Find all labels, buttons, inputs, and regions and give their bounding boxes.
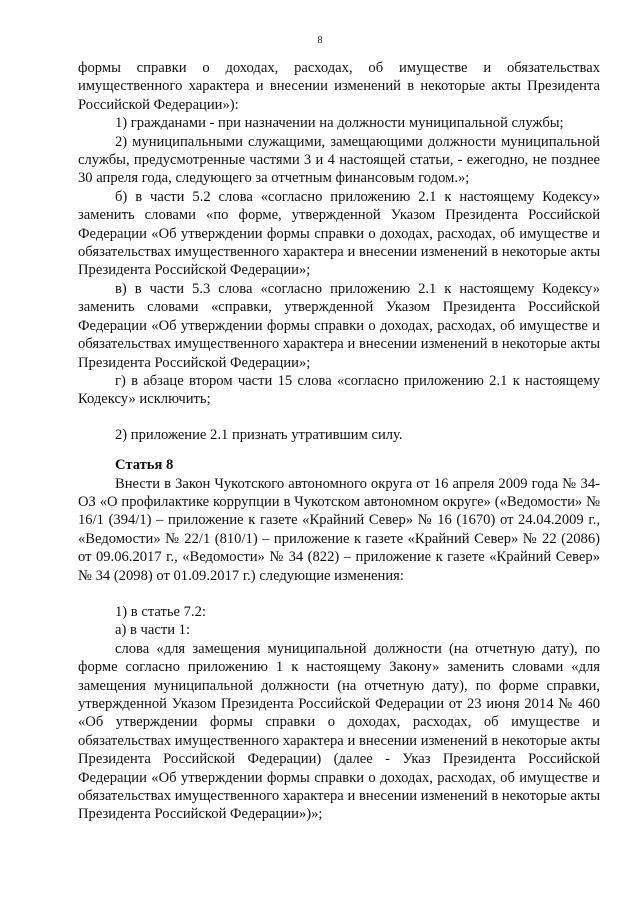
paragraph: 2) муниципальными служащими, замещающими должности муниципальной службы, предусмотренные частями 3 и 4 настоящей статьи, - ежегодно, не позднее 30 апреля года, следующего за отчетным финансовым годом.»;	[78, 133, 600, 187]
paragraph: а) в части 1:	[115, 622, 191, 639]
paragraph: 2) приложение 2.1 признать утратившим силу.	[115, 426, 403, 443]
document-body	[78, 59, 600, 824]
article-heading: Статья 8	[115, 457, 174, 474]
paragraph: Внести в Закон Чукотского автономного округа от 16 апреля 2009 года № 34-ОЗ «О профилактике коррупции в Чукотском автономном округе» («Ведомости» № 16/1 (394/1) – приложение к газете «Крайний Север» № 16 (1670) от 24.04.2009 г., «Ведомости» № 22/1 (810/1) – приложение к газете «Крайний Север» № 22 (2086) от 09.06.2017 г., «Ведомости» № 34 (822) – приложение к газете «Крайний Север» № 34 (2098) от 01.09.2017 г.) следующие изменения:	[78, 475, 600, 584]
page-number: 8	[317, 35, 323, 46]
paragraph: в) в части 5.3 слова «согласно приложению 2.1 к настоящему Кодексу» заменить словами «справки, утвержденной Указом Президента Российской Федерации «Об утверждении формы справки о доходах, расходах, об имуществе и обязательствах имущественного характера и внесении изменений в некоторые акты Президента Российской Федерации»;	[78, 280, 600, 371]
paragraph: 1) гражданами - при назначении на должности муниципальной службы;	[115, 115, 564, 132]
paragraph: 1) в статье 7.2:	[115, 603, 206, 620]
paragraph: б) в части 5.2 слова «согласно приложению 2.1 к настоящему Кодексу» заменить словами «по форме, утвержденной Указом Президента Российской Федерации «Об утверждении формы справки о доходах, расходах, об имуществе и обязательствах имущественного характера и внесении изменений в некоторые акты Президента Российской Федерации»;	[78, 188, 600, 279]
paragraph: г) в абзаце втором части 15 слова «согласно приложению 2.1 к настоящему Кодексу» исключить;	[78, 372, 600, 408]
paragraph: формы справки о доходах, расходах, об имуществе и обязательствах имущественного характера и внесении изменений в некоторые акты Президента Российской Федерации»):	[78, 60, 600, 113]
paragraph: слова «для замещения муниципальной должности (на отчетную дату), по форме согласно приложению 1 к настоящему Закону» заменить словами «для замещения муниципальной должности (на отчетную дату), по форме справки, утвержденной Указом Президента Российской Федерации от 23 июня 2014 № 460 «Об утверждении формы справки о доходах, расходах, об имуществе и обязательствах имущественного характера и внесении изменений в некоторые акты Президента Российской Федерации) (далее - Указ Президента Российской Федерации «Об утверждении формы справки о доходах, расходах, об имуществе и обязательствах имущественного характера и внесении изменений в некоторые акты Президента Российской Федерации»)»;	[78, 640, 600, 823]
